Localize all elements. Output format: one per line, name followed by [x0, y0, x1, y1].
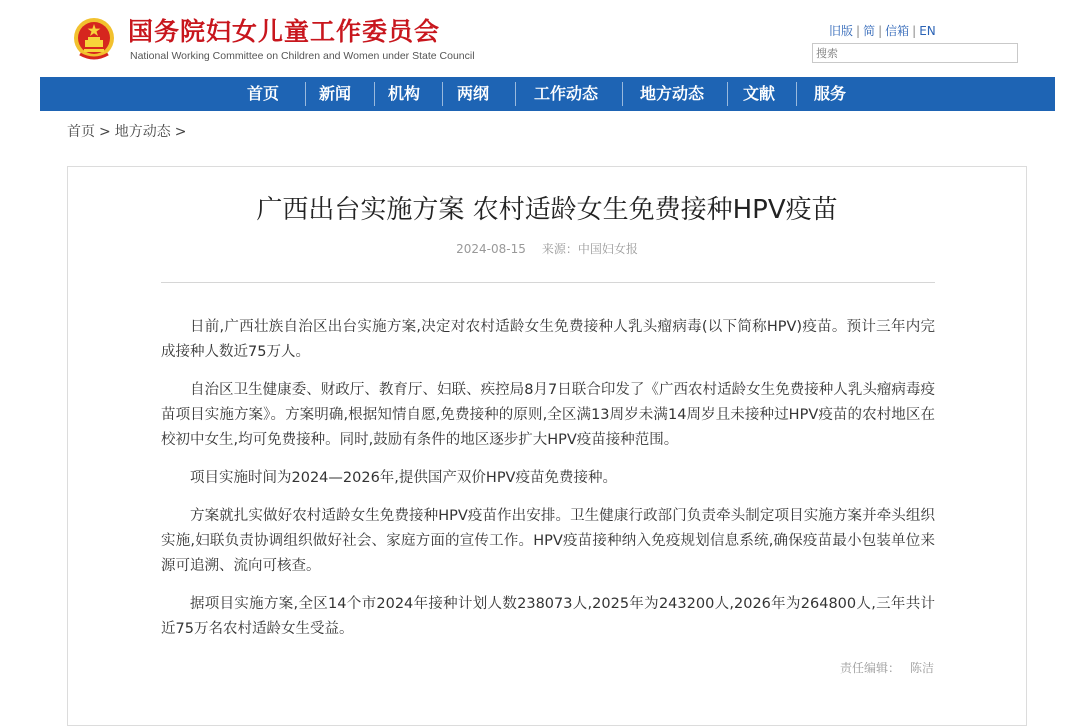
english-link[interactable]: EN	[919, 24, 936, 38]
nav-divider	[442, 82, 443, 106]
article-date: 2024-08-15	[456, 242, 526, 256]
nav-divider	[727, 82, 728, 106]
breadcrumb-arrow: >	[174, 124, 187, 140]
nav-item-news[interactable]: 新闻	[318, 84, 351, 103]
article-source: 来源：中国妇女报	[541, 242, 638, 256]
article-body	[161, 315, 935, 655]
article-paragraph: 自治区卫生健康委、财政厅、教育厅、妇联、疾控局8月7日联合印发了《广西农村适龄女生免费接种人乳头瘤病毒疫苗项目实施方案》。方案明确,根据知情自愿,免费接种的原则,全区满13周岁未满14周岁且未接种过HPV疫苗的农村地区在校初中女生,均可免费接种。同时,鼓励有条件的地区逐步扩大HPV疫苗接种范围。	[161, 382, 935, 448]
title-divider	[161, 282, 935, 283]
editor-name: 陈洁	[909, 661, 934, 675]
top-links	[829, 22, 936, 39]
article-card	[67, 166, 1027, 726]
breadcrumb-arrow: >	[99, 124, 111, 140]
responsible-editor	[840, 659, 934, 676]
article-title: 广西出台实施方案 农村适龄女生免费接种HPV疫苗	[256, 195, 838, 225]
link-separator: |	[912, 24, 917, 38]
article-paragraph: 日前,广西壮族自治区出台实施方案,决定对农村适龄女生免费接种人乳头瘤病毒(以下简称HPV)疫苗。预计三年内完成接种人数近75万人。	[161, 319, 935, 360]
nav-divider	[622, 82, 623, 106]
simplified-link[interactable]: 简	[863, 24, 876, 38]
breadcrumb-home[interactable]: 首页	[67, 124, 95, 140]
mailbox-link[interactable]: 信箱	[885, 24, 910, 38]
nav-divider	[515, 82, 516, 106]
nav-item-services[interactable]: 服务	[813, 84, 846, 103]
nav-divider	[374, 82, 375, 106]
link-separator: |	[878, 24, 883, 38]
search-input[interactable]	[812, 43, 1018, 63]
old-version-link[interactable]: 旧版	[829, 24, 854, 38]
breadcrumb-local-news[interactable]: 地方动态	[114, 124, 171, 140]
nav-item-local-news[interactable]: 地方动态	[639, 84, 704, 103]
nav-item-home[interactable]: 首页	[246, 84, 279, 103]
site-title[interactable]: 国务院妇女儿童工作委员会	[128, 17, 441, 46]
site-subtitle: National Working Committee on Children and Women under State Council	[130, 50, 475, 62]
nav-divider	[305, 82, 306, 106]
article-paragraph: 据项目实施方案,全区14个市2024年接种计划人数238073人,2025年为243200人,2026年为264800人,三年共计近75万名农村适龄女生受益。	[161, 596, 935, 637]
nav-item-documents[interactable]: 文献	[742, 84, 775, 103]
article-paragraph: 方案就扎实做好农村适龄女生免费接种HPV疫苗作出安排。卫生健康行政部门负责牵头制定项目实施方案并牵头组织实施,妇联负责协调组织做好社会、家庭方面的宣传工作。HPV疫苗接种纳入免疫规划信息系统,确保疫苗最小包装单位来源可追溯、流向可核查。	[161, 508, 935, 574]
breadcrumb	[67, 121, 190, 141]
main-nav	[40, 77, 1055, 111]
article-meta	[68, 240, 1026, 257]
nav-divider	[796, 82, 797, 106]
site-header	[0, 0, 1080, 76]
nav-item-work-news[interactable]: 工作动态	[533, 84, 598, 103]
link-separator: |	[856, 24, 861, 38]
editor-label: 责任编辑：	[839, 661, 900, 675]
article-paragraph: 项目实施时间为2024—2026年,提供国产双价HPV疫苗免费接种。	[190, 470, 617, 486]
nav-item-outlines[interactable]: 两纲	[456, 84, 489, 103]
national-emblem-icon[interactable]	[72, 14, 116, 62]
nav-item-organization[interactable]: 机构	[387, 84, 420, 103]
